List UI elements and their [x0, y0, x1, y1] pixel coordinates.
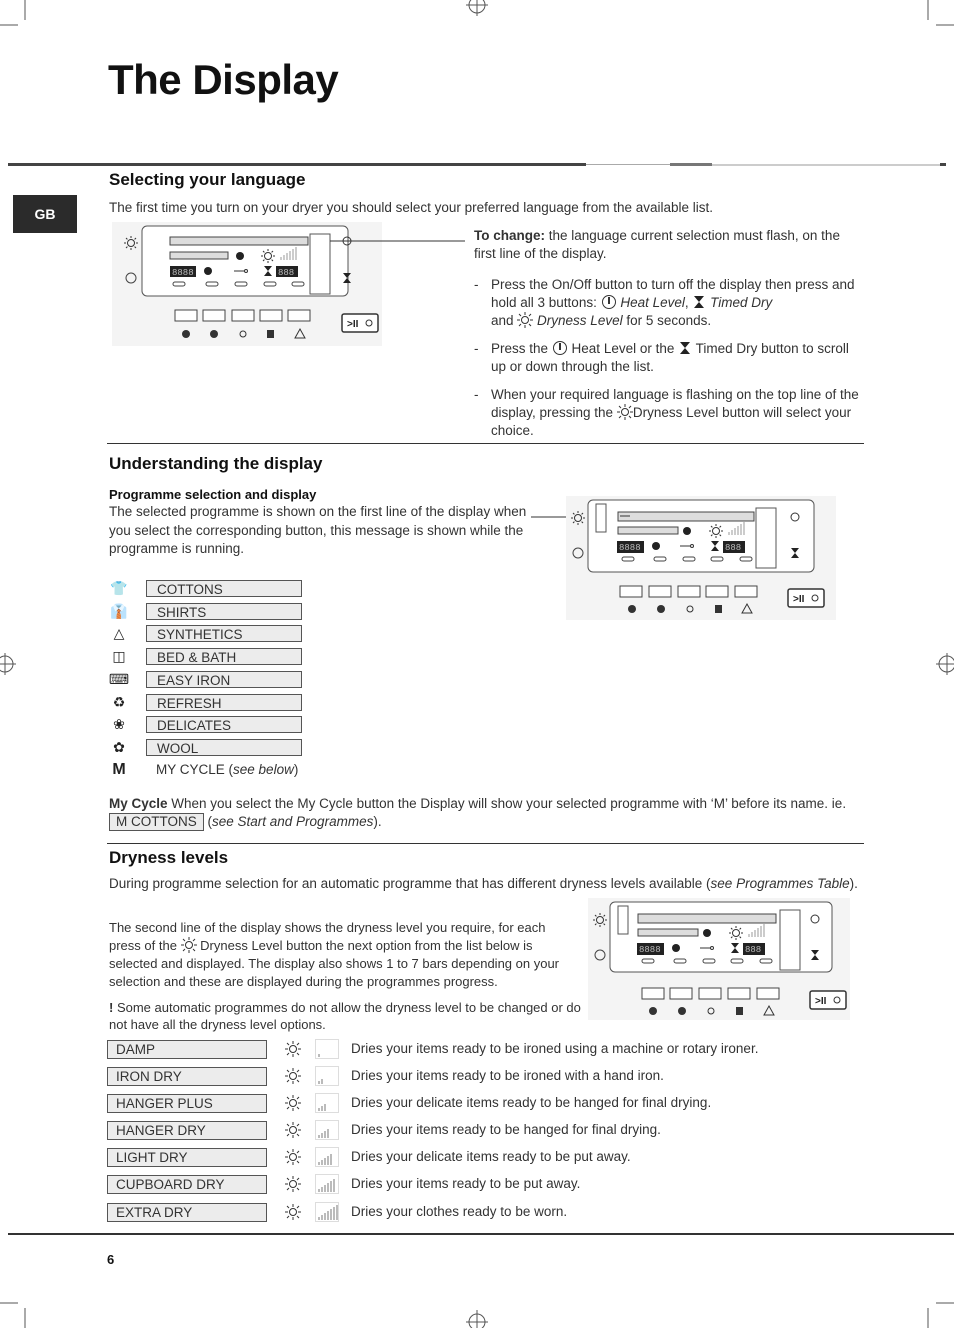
callout-line	[330, 238, 465, 244]
timed-dry-icon	[678, 341, 692, 355]
dryness-para-text-b: Dryness Level button the next option from the list below is selected and displayed. The display also shows 1 to 7 bars depending on your selection and these are displayed during the programmes progress.	[109, 938, 559, 989]
programme-label: SYNTHETICS	[146, 625, 302, 642]
dryness-bar	[333, 1207, 335, 1220]
step-dash: -	[474, 277, 479, 292]
dryness-bar	[318, 1162, 320, 1165]
dryness-level-label: EXTRA DRY	[107, 1203, 267, 1222]
dryness-para-text: The second line of the display shows the dryness level you require, for each press of the	[109, 920, 546, 953]
dryness-level-description: Dries your items ready to be ironed using a machine or rotary ironer.	[351, 1041, 759, 1056]
heat-level-icon	[601, 294, 617, 310]
dryness-sun-icon	[284, 1094, 302, 1112]
timed-dry-icon	[692, 295, 706, 309]
list-item	[108, 578, 223, 598]
dryness-bar	[327, 1183, 329, 1192]
svg-text:888: 888	[745, 945, 762, 955]
list-item	[108, 760, 299, 780]
bed-bath-icon: ◫	[112, 647, 126, 664]
step-2-text-c: Timed Dry button to scroll up or down through the list.	[491, 341, 849, 374]
dryness-bar	[327, 1211, 329, 1220]
dryness-level-label: DAMP	[107, 1040, 267, 1059]
step-1-text: Press the On/Off button to turn off the display then press and hold all 3 buttons:	[491, 277, 855, 310]
dryness-bar	[321, 1079, 323, 1084]
dryness-bar	[318, 1189, 320, 1192]
svg-text:>II: >II	[347, 319, 359, 330]
header-rule-segment	[940, 163, 946, 166]
dryness-level-label: HANGER DRY	[107, 1121, 267, 1140]
svg-text:8888: 8888	[172, 268, 194, 278]
my-cycle-see: see below	[233, 762, 294, 777]
dryness-level-label: CUPBOARD DRY	[107, 1175, 267, 1194]
step-3	[491, 386, 859, 440]
dryness-bar	[330, 1181, 332, 1192]
my-cycle-open: (	[203, 814, 212, 829]
header-rule-segment	[586, 164, 670, 165]
my-cycle-body: When you select the My Cycle button the Display will show your selected programme with ‘M’ before its name. ie.	[167, 796, 847, 811]
dryness-bar	[318, 1217, 320, 1220]
step-3-text: When your required language is flashing on the top line of the display, pressing the	[491, 387, 859, 420]
header-rule	[8, 163, 586, 166]
my-cycle-ref: see Start and Programmes	[212, 814, 374, 829]
my-cycle-label	[156, 762, 298, 777]
dryness-sun-icon	[284, 1040, 302, 1058]
refresh-icon: ♻	[112, 693, 126, 710]
dryness-sun-icon	[284, 1203, 302, 1221]
dryness-bar	[318, 1081, 320, 1084]
svg-text:888: 888	[278, 268, 295, 278]
programme-label: EASY IRON	[146, 671, 302, 688]
section-divider	[107, 443, 864, 444]
delicates-icon: ❀	[113, 715, 125, 732]
dryness-bar	[327, 1129, 329, 1138]
dryness-bars-indicator	[315, 1039, 339, 1059]
dryness-paragraph	[109, 919, 579, 991]
programme-label: DELICATES	[146, 716, 302, 733]
dryness-level-label: LIGHT DRY	[107, 1148, 267, 1167]
dryness-sun-icon	[284, 1148, 302, 1166]
dryness-level-description: Dries your items ready to be put away.	[351, 1176, 581, 1191]
dryness-level-icon	[617, 404, 633, 420]
list-item	[108, 601, 207, 621]
dryness-level-label: IRON DRY	[107, 1067, 267, 1086]
my-cycle-example: M COTTONS	[109, 813, 204, 831]
synthetics-icon: △	[113, 624, 125, 641]
programme-label: COTTONS	[146, 580, 302, 597]
my-cycle-end: ).	[373, 814, 382, 829]
footer-rule	[8, 1233, 954, 1235]
dryness-level-description: Dries your delicate items ready to be put away.	[351, 1149, 631, 1164]
wool-icon: ✿	[113, 738, 125, 755]
dryness-bar	[318, 1054, 320, 1057]
shirts-icon: 👔	[110, 602, 128, 619]
programme-label: WOOL	[146, 739, 302, 756]
dryness-level-description: Dries your items ready to be hanged for final drying.	[351, 1122, 661, 1137]
dryness-bar	[321, 1215, 323, 1220]
warning-mark: !	[109, 1000, 114, 1015]
timed-dry-label: Timed Dry	[710, 295, 773, 310]
dryness-bars-indicator	[315, 1066, 339, 1086]
dryness-level-icon	[517, 312, 533, 328]
section-heading-language: Selecting your language	[109, 170, 306, 189]
programme-label: SHIRTS	[146, 603, 302, 620]
step-3-text-b: Dryness Level button will select your choice.	[491, 405, 852, 438]
my-cycle-icon: M	[112, 761, 126, 778]
dryness-bars-indicator	[315, 1202, 339, 1222]
dryness-bar	[327, 1156, 329, 1165]
dryness-warning	[109, 999, 584, 1033]
dryness-bar	[321, 1133, 323, 1138]
my-cycle-text: MY CYCLE (	[156, 762, 234, 777]
to-change-text	[474, 227, 859, 263]
svg-text:>II: >II	[793, 594, 805, 605]
dryness-bars-indicator	[315, 1174, 339, 1194]
dryness-bar	[321, 1160, 323, 1165]
dryness-level-description: Dries your delicate items ready to be hanged for final drying.	[351, 1095, 712, 1110]
dryness-intro-text: During programme selection for an automatic programme that has different dryness levels available (	[109, 876, 711, 891]
step-1-sep: ,	[684, 295, 693, 310]
step-1-and: and	[491, 313, 518, 328]
dryness-bar	[321, 1106, 323, 1111]
dryness-sun-icon	[284, 1067, 302, 1085]
svg-text:>II: >II	[815, 996, 827, 1007]
step-dash: -	[474, 341, 479, 356]
step-2	[491, 340, 859, 376]
dryness-bar	[324, 1131, 326, 1138]
step-2-text: Press the	[491, 341, 552, 356]
control-panel-illustration	[588, 898, 850, 1020]
page-title: The Display	[108, 56, 339, 103]
step-2-text-b: Heat Level or the	[571, 341, 679, 356]
my-cycle-close: )	[293, 762, 299, 777]
dryness-bar	[336, 1205, 338, 1220]
list-item	[108, 692, 222, 712]
dryness-intro-end: ).	[849, 876, 858, 891]
svg-text:8888: 8888	[639, 945, 661, 955]
dryness-bar	[324, 1158, 326, 1165]
dryness-bar	[330, 1154, 332, 1165]
dryness-sun-icon	[284, 1175, 302, 1193]
dryness-bars-indicator	[315, 1120, 339, 1140]
list-item	[108, 714, 232, 734]
heat-level-label: Heat Level	[620, 295, 685, 310]
easy-iron-icon: ⌨	[108, 670, 130, 687]
svg-text:888: 888	[725, 543, 742, 553]
dryness-bars-indicator	[315, 1147, 339, 1167]
warning-text: Some automatic programmes do not allow the dryness level to be changed or do not have all the dryness level options.	[109, 1000, 581, 1032]
dryness-intro-ref: see Programmes Table	[710, 876, 850, 891]
section-divider	[107, 843, 864, 844]
step-dash: -	[474, 387, 479, 402]
section-heading-display: Understanding the display	[109, 454, 323, 473]
language-tab: GB	[13, 195, 77, 233]
header-rule-segment	[712, 164, 940, 166]
language-intro: The first time you turn on your dryer you should select your preferred language from the available list.	[109, 200, 714, 215]
step-1	[491, 276, 859, 330]
dryness-bar	[324, 1185, 326, 1192]
dryness-bars-indicator	[315, 1093, 339, 1113]
programme-label: BED & BATH	[146, 648, 302, 665]
section-heading-dryness: Dryness levels	[109, 848, 229, 867]
dryness-level-description: Dries your items ready to be ironed with a hand iron.	[351, 1068, 664, 1083]
dryness-bar	[324, 1104, 326, 1111]
dryness-level-description: Dries your clothes ready to be worn.	[351, 1204, 568, 1219]
cottons-icon: 👕	[110, 579, 128, 596]
list-item	[108, 646, 237, 666]
dryness-level-label: HANGER PLUS	[107, 1094, 267, 1113]
dryness-intro	[109, 875, 874, 893]
dryness-bar	[318, 1135, 320, 1138]
dryness-bar	[324, 1213, 326, 1220]
list-item	[108, 669, 231, 689]
list-item	[108, 737, 199, 757]
page-number: 6	[107, 1252, 115, 1267]
subheading-programme: Programme selection and display	[109, 487, 317, 502]
list-item	[108, 623, 243, 643]
programme-label: REFRESH	[146, 694, 302, 711]
to-change-body: the language current selection must flash, on the first line of the display.	[474, 228, 840, 261]
control-panel-illustration	[566, 496, 836, 620]
step-1-end: for 5 seconds.	[622, 313, 712, 328]
dryness-level-label: Dryness Level	[537, 313, 623, 328]
dryness-bar	[330, 1209, 332, 1220]
dryness-bar	[321, 1187, 323, 1192]
my-cycle-paragraph	[109, 795, 869, 831]
programme-text: The selected programme is shown on the first line of the display when you select the corresponding button, this message is shown while the programme is running.	[109, 504, 527, 556]
dryness-bar	[333, 1179, 335, 1192]
heat-level-icon	[552, 340, 568, 356]
dryness-bar	[318, 1108, 320, 1111]
dryness-sun-icon	[284, 1121, 302, 1139]
dryness-level-icon	[181, 937, 197, 953]
svg-text:8888: 8888	[619, 543, 641, 553]
to-change-label: To change:	[474, 228, 546, 243]
header-rule-segment	[670, 163, 712, 166]
my-cycle-bold: My Cycle	[109, 796, 168, 811]
